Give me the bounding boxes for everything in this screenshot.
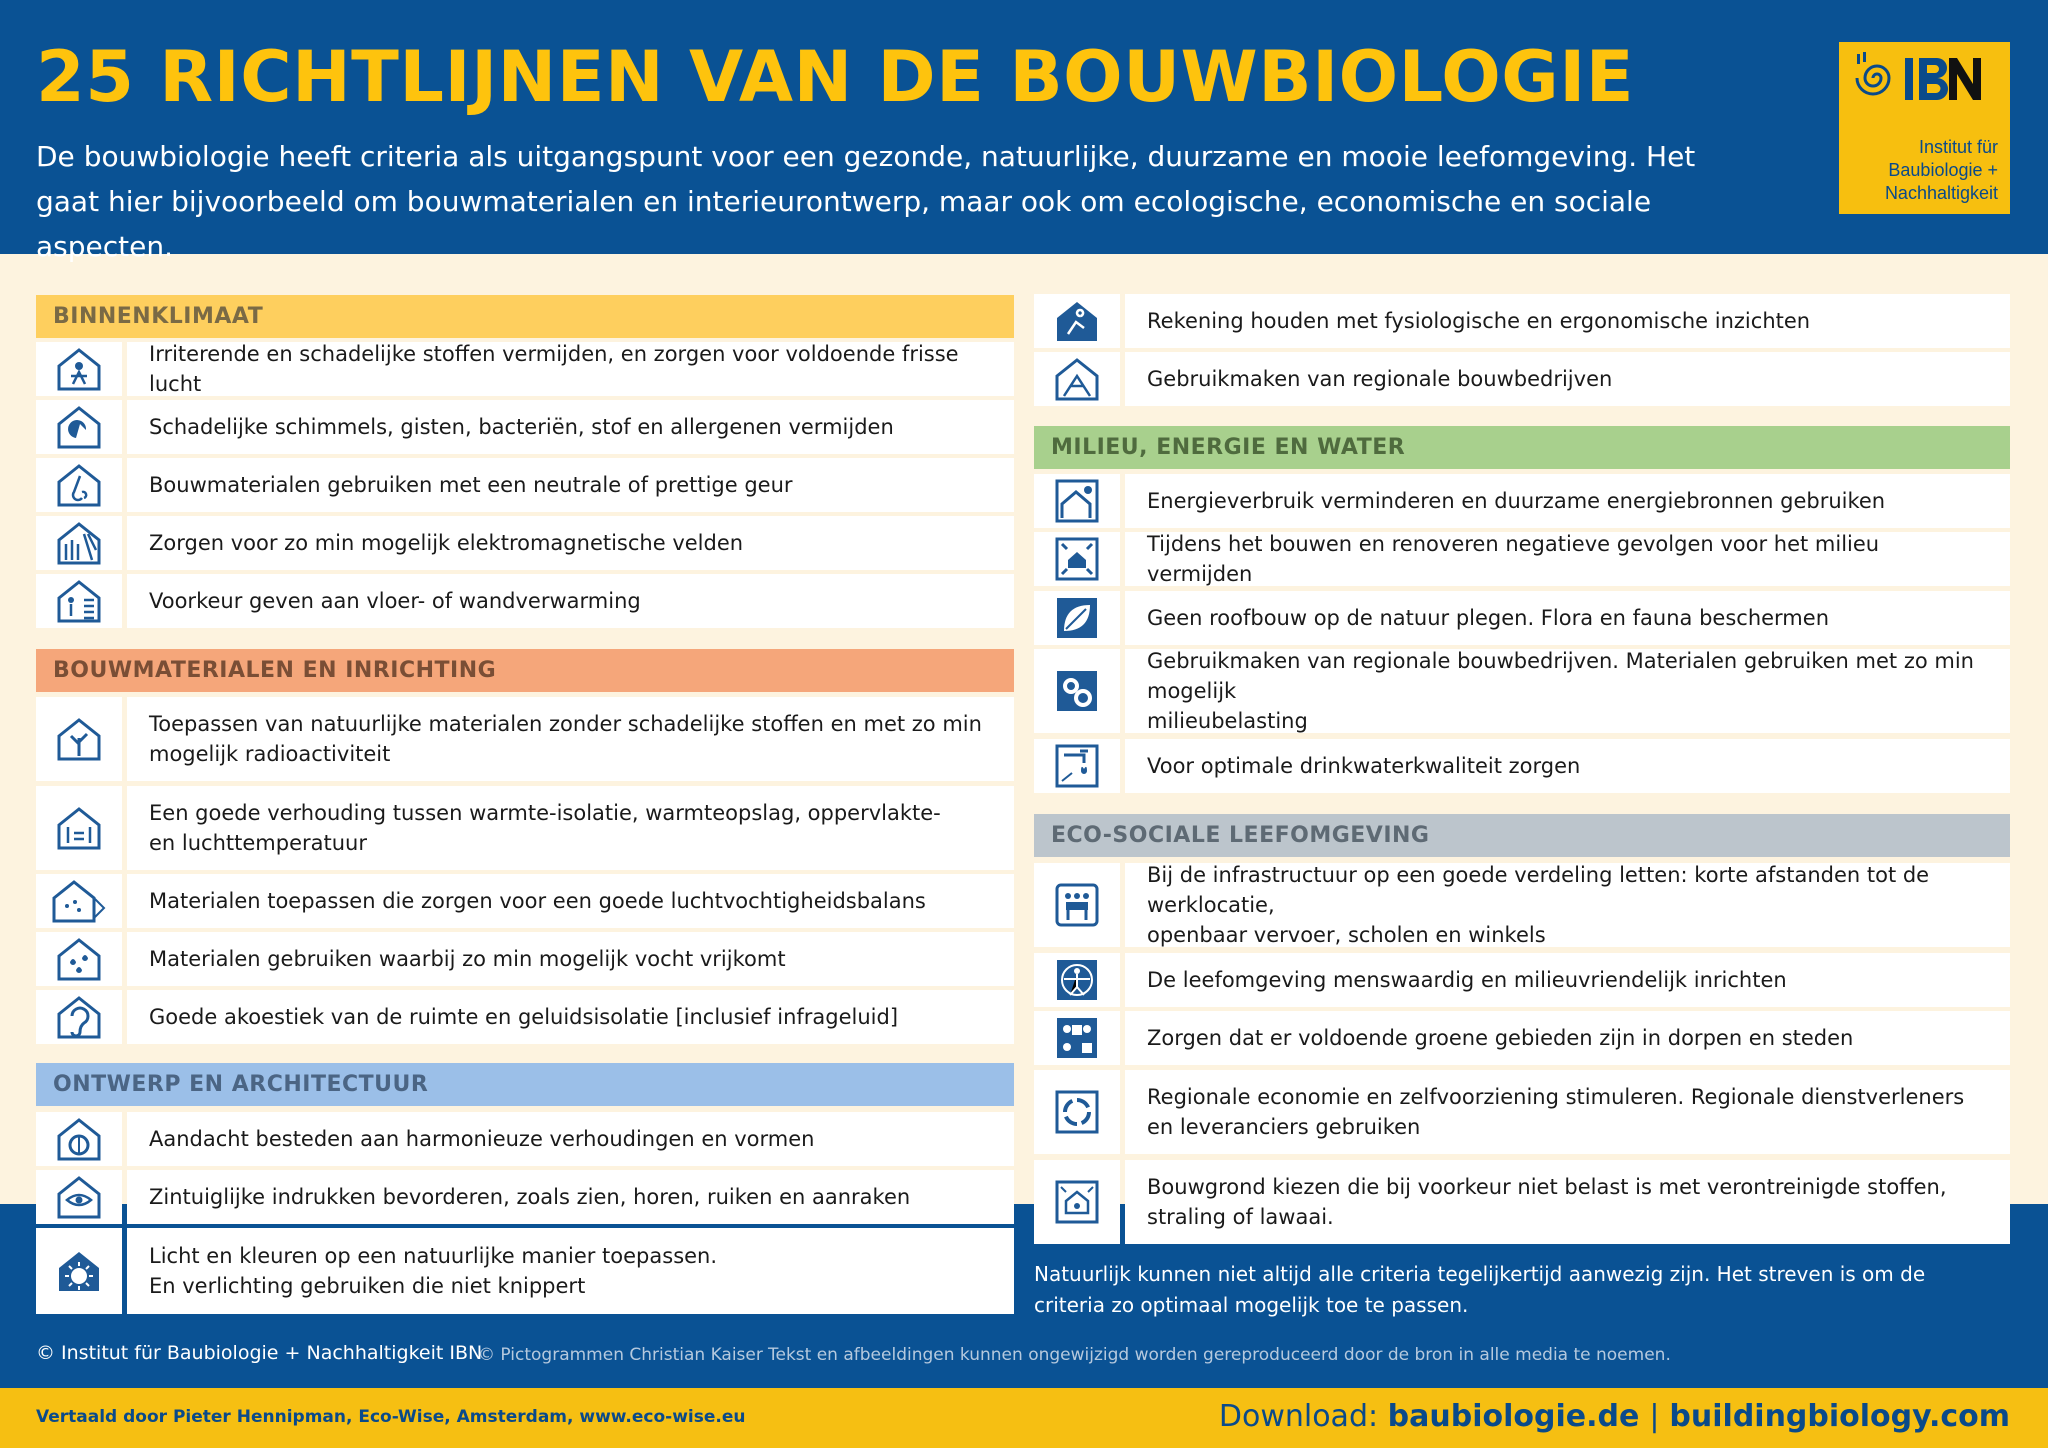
harmony-icon — [56, 1116, 102, 1162]
list-item-text: Schadelijke schimmels, gisten, bacteriën, stof en allergenen vermijden — [149, 415, 894, 439]
list-item-text: Aandacht besteden aan harmonieuze verhoudingen en vormen — [149, 1127, 815, 1151]
list-item-text: Een goede verhouding tussen warmte-isolatie, warmteopslag, oppervlakte- en luchttemperatuur — [149, 801, 941, 855]
list-item-text: Gebruikmaken van regionale bouwbedrijven — [1147, 367, 1613, 391]
section-binnenklimaat: BINNENKLIMAAT — [36, 295, 1014, 338]
acoustics-ear-icon — [56, 994, 102, 1040]
list-item — [1034, 739, 2010, 793]
list-item-text: Licht en kleuren op een natuurlijke manier toepassen. En verlichting gebruiken die niet knippert — [149, 1244, 718, 1298]
list-item-text: Voorkeur geven aan vloer- of wandverwarming — [149, 589, 641, 613]
section-ecosociaal: ECO-SOCIALE LEEFOMGEVING — [1034, 814, 2010, 857]
list-item — [1034, 474, 2010, 528]
electromagnetic-icon — [56, 520, 102, 566]
sun-light-icon — [56, 1248, 102, 1294]
regional-builders-icon — [1054, 356, 1100, 402]
list-item — [1034, 1070, 2010, 1154]
list-item-text: Geen roofbouw op de natuur plegen. Flora en fauna beschermen — [1147, 606, 1829, 630]
section-milieu: MILIEU, ENERGIE EN WATER — [1034, 426, 2010, 469]
nose-icon — [56, 462, 102, 508]
senses-eye-icon — [56, 1174, 102, 1220]
download-link-baubiologie[interactable]: baubiologie.de — [1387, 1399, 1640, 1434]
list-item — [1034, 532, 2010, 586]
list-item — [36, 400, 1014, 454]
list-item-text: Materialen gebruiken waarbij zo min mogelijk vocht vrijkomt — [149, 947, 786, 971]
list-item-text: Irriterende en schadelijke stoffen vermijden, en zorgen voor voldoende frisse lucht — [149, 342, 959, 396]
list-item — [1034, 1011, 2010, 1065]
water-tap-icon — [1054, 743, 1100, 789]
list-item-text: Zintuiglijke indrukken bevorderen, zoals zien, horen, ruiken en aanraken — [149, 1185, 911, 1209]
list-item — [1034, 294, 2010, 348]
list-item-text: Goede akoestiek van de ruimte en geluidsisolatie [inclusief infrageluid] — [149, 1005, 899, 1029]
list-item-text: Energieverbruik verminderen en duurzame energiebronnen gebruiken — [1147, 489, 1886, 513]
list-item-text: Zorgen dat er voldoende groene gebieden zijn in dorpen en steden — [1147, 1026, 1854, 1050]
list-item-text: Materialen toepassen die zorgen voor een goede luchtvochtigheidsbalans — [149, 889, 926, 913]
house-person-icon — [56, 346, 102, 392]
list-item — [36, 932, 1014, 986]
download-separator: | — [1649, 1399, 1660, 1434]
list-item-text: Regionale economie en zelfvoorziening stimuleren. Regionale dienstverleners en leveranciers gebruiken — [1147, 1085, 1965, 1139]
recycle-circle-icon — [1054, 1089, 1100, 1135]
list-item — [1034, 1160, 2010, 1244]
list-item — [36, 1112, 1014, 1166]
list-item-text: Bouwgrond kiezen die bij voorkeur niet belast is met verontreinigde stoffen, straling of lawaai. — [1147, 1175, 1947, 1229]
list-item — [36, 574, 1014, 628]
list-item — [36, 1228, 1014, 1314]
solar-energy-icon — [1054, 478, 1100, 524]
community-table-icon — [1054, 882, 1100, 928]
ibn-logo-mark-icon — [1849, 50, 1999, 106]
list-item — [36, 786, 1014, 870]
list-item — [1034, 352, 2010, 406]
translator-credit: Vertaald door Pieter Hennipman, Eco-Wise, Amsterdam, www.eco-wise.eu — [36, 1407, 746, 1427]
list-item — [1034, 863, 2010, 947]
list-item-text: Rekening houden met fysiologische en ergonomische inzichten — [1147, 309, 1811, 333]
reproduction-rights: Tekst en afbeeldingen kunnen ongewijzigd worden gereproduceerd door de bron in alle media te noemen. — [768, 1345, 1671, 1365]
page-title: 25 RICHTLIJNEN VAN DE BOUWBIOLOGIE — [36, 36, 1635, 118]
section-ontwerp: ONTWERP EN ARCHITECTUUR — [36, 1063, 1014, 1106]
list-item — [1034, 953, 2010, 1007]
list-item — [36, 697, 1014, 781]
section-bouwmaterialen: BOUWMATERIALEN EN INRICHTING — [36, 649, 1014, 692]
ibn-logo-text: Institut für Baubiologie + Nachhaltigkeit — [1884, 137, 1998, 203]
ibn-logo — [1839, 42, 2010, 214]
building-ground-icon — [1054, 1179, 1100, 1225]
floor-heating-icon — [56, 578, 102, 624]
list-item-text: Voor optimale drinkwaterkwaliteit zorgen — [1147, 754, 1581, 778]
list-item — [36, 1170, 1014, 1224]
list-item-text: Bij de infrastructuur op een goede verdeling letten: korte afstanden tot de werklocatie, openbaar vervoer, scholen en winkels — [1147, 863, 1930, 947]
leaf-icon — [1054, 595, 1100, 641]
list-item-text: Toepassen van natuurlijke materialen zonder schadelijke stoffen en met zo min mogelijk radioactiviteit — [149, 712, 982, 766]
natural-materials-icon — [56, 716, 102, 762]
list-item — [36, 342, 1014, 396]
intro-text: De bouwbiologie heeft criteria als uitgangspunt voor een gezonde, natuurlijke, duurzame en mooie leefomgeving. Het gaat hier bijvoorbeeld om bouwmaterialen en interieurontwerp, maar ook om ecologische, economische en sociale aspecten. — [36, 140, 1696, 263]
list-item-text: Bouwmaterialen gebruiken met een neutrale of prettige geur — [149, 473, 793, 497]
environment-arrows-icon — [1054, 536, 1100, 582]
list-item — [36, 990, 1014, 1044]
list-item — [36, 516, 1014, 570]
list-item — [1034, 591, 2010, 645]
list-item-text: De leefomgeving menswaardig en milieuvriendelijk inrichten — [1147, 968, 1787, 992]
list-item — [36, 458, 1014, 512]
gears-icon — [1054, 668, 1100, 714]
list-item-text: Zorgen voor zo min mogelijk elektromagnetische velden — [149, 531, 744, 555]
download-links — [1219, 1399, 2010, 1434]
moisture-icon — [56, 936, 102, 982]
list-item-text: Gebruikmaken van regionale bouwbedrijven. Materialen gebruiken met zo min mogelijk milieubelasting — [1147, 649, 1974, 733]
pictogram-credit: © Pictogrammen Christian Kaiser — [478, 1345, 763, 1365]
list-item-text: Tijdens het bouwen en renoveren negatieve gevolgen voor het milieu vermijden — [1147, 532, 1880, 586]
vitruvian-man-icon — [1054, 957, 1100, 1003]
list-item — [36, 874, 1014, 928]
download-link-buildingbiology[interactable]: buildingbiology.com — [1669, 1399, 2010, 1434]
insulation-balance-icon — [56, 805, 102, 851]
humidity-balance-icon — [51, 878, 107, 924]
copyright-text: © Institut für Baubiologie + Nachhaltigkeit IBN — [36, 1342, 483, 1364]
list-item — [1034, 649, 2010, 733]
microscope-icon — [56, 404, 102, 450]
green-areas-icon — [1054, 1015, 1100, 1061]
ergonomics-icon — [1054, 298, 1100, 344]
download-label: Download: — [1218, 1399, 1379, 1434]
closing-note: Natuurlijk kunnen niet altijd alle criteria tegelijkertijd aanwezig zijn. Het streven is om de criteria zo optimaal mogelijk toe te passen. — [1034, 1262, 1926, 1317]
